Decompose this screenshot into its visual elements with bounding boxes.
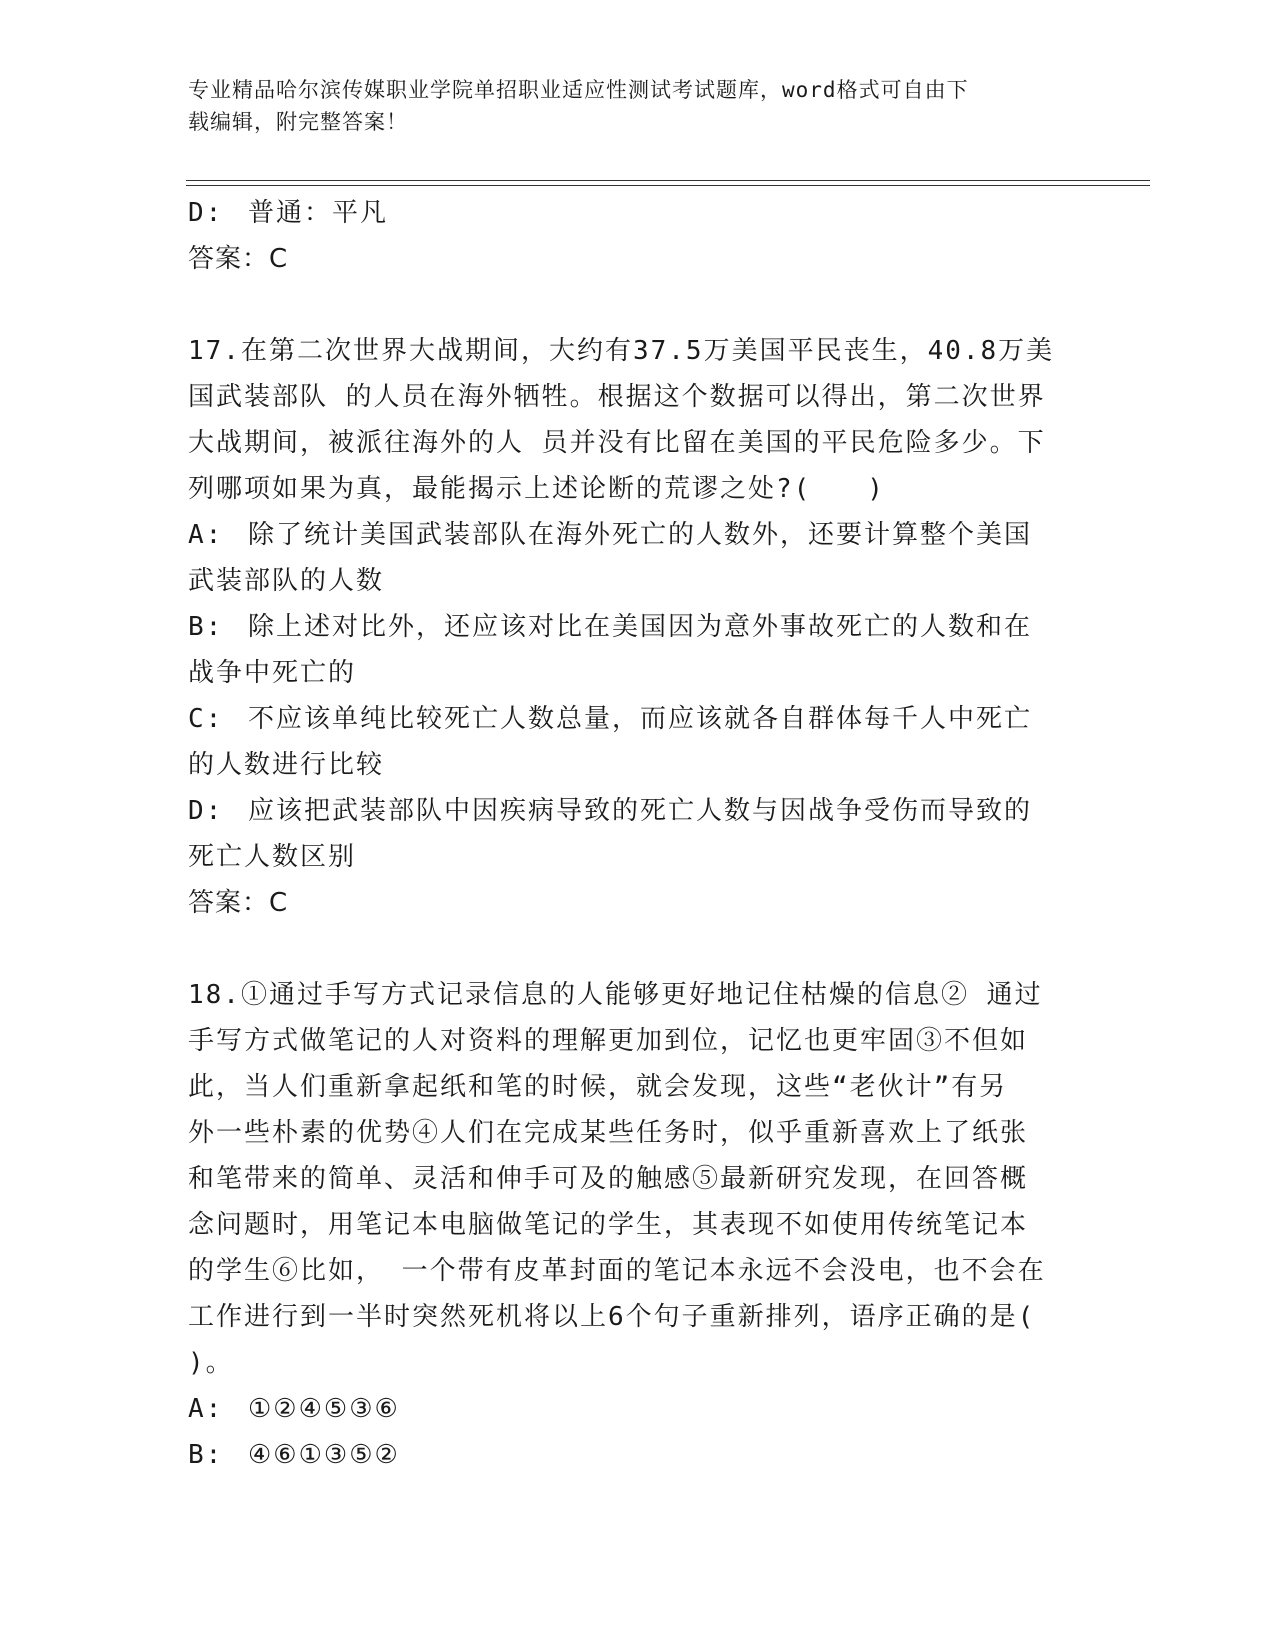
question-text-line: 工作进行到一半时突然死机将以上6个句子重新排列，语序正确的是( (188, 1302, 1036, 1332)
question-text-line: 的学生⑥比如， 一个带有皮革封面的笔记本永远不会没电，也不会在 (188, 1256, 1046, 1286)
option-a (188, 1386, 1078, 1432)
option-label: D: (188, 198, 224, 228)
header-rule-bottom (186, 185, 1150, 186)
question-text-line: 外一些朴素的优势④人们在完成某些任务时，似乎重新喜欢上了纸张 (188, 1118, 1029, 1148)
prev-option-d (188, 190, 1078, 236)
header-line-1: 专业精品哈尔滨传媒职业学院单招职业适应性测试考试题库，word格式可自由下 (188, 78, 969, 102)
option-label: B: (188, 612, 224, 642)
header-line-2: 载编辑，附完整答案！ (188, 110, 408, 134)
option-label: B: (188, 1440, 224, 1470)
option-c (188, 696, 1078, 788)
question-18 (188, 972, 1078, 1478)
option-text: 除上述对比外，还应该对比在美国因为意外事故死亡的人数和在 (248, 612, 1033, 642)
option-text: ④⑥①③⑤② (248, 1440, 400, 1470)
question-text-line: 18.①通过手写方式记录信息的人能够更好地记住枯燥的信息② 通过 (188, 980, 1043, 1010)
header-rule-top (186, 180, 1150, 181)
question-text-line: 和笔带来的简单、灵活和伸手可及的触感⑤最新研究发现，在回答概 (188, 1164, 1029, 1194)
option-text: 的人数进行比较 (188, 750, 385, 780)
question-text-line: 此，当人们重新拿起纸和笔的时候，就会发现，这些“老伙计”有另 (188, 1072, 1008, 1102)
document-header (188, 74, 1088, 138)
option-text: 除了统计美国武装部队在海外死亡的人数外，还要计算整个美国 (248, 520, 1033, 550)
option-b (188, 1432, 1078, 1478)
question-text-line: 国武装部队 的人员在海外牺牲。根据这个数据可以得出，第二次世界 (188, 382, 1046, 412)
option-label: A: (188, 520, 224, 550)
option-text: 应该把武装部队中因疾病导致的死亡人数与因战争受伤而导致的 (248, 796, 1033, 826)
option-text: 普通：平凡 (248, 198, 389, 228)
question-text-line: 大战期间，被派往海外的人 员并没有比留在美国的平民危险多少。下 (188, 428, 1046, 458)
option-b (188, 604, 1078, 696)
option-a (188, 512, 1078, 604)
question-text-line: 列哪项如果为真，最能揭示上述论断的荒谬之处?( ) (188, 474, 885, 504)
prev-answer: 答案：C (188, 244, 289, 274)
option-text: 战争中死亡的 (188, 658, 357, 688)
answer: 答案：C (188, 888, 289, 918)
question-text-line: 17.在第二次世界大战期间，大约有37.5万美国平民丧生，40.8万美 (188, 336, 1055, 366)
question-text-line: 手写方式做笔记的人对资料的理解更加到位，记忆也更牢固③不但如 (188, 1026, 1029, 1056)
option-text: 武装部队的人数 (188, 566, 385, 596)
option-text: 不应该单纯比较死亡人数总量，而应该就各自群体每千人中死亡 (248, 704, 1033, 734)
question-17 (188, 328, 1078, 926)
option-text: ①②④⑤③⑥ (248, 1394, 400, 1424)
option-text: 死亡人数区别 (188, 842, 357, 872)
option-d (188, 788, 1078, 880)
option-label: A: (188, 1394, 224, 1424)
question-text-line: 念问题时，用笔记本电脑做笔记的学生，其表现不如使用传统笔记本 (188, 1210, 1029, 1240)
option-label: C: (188, 704, 224, 734)
option-label: D: (188, 796, 224, 826)
question-text-line: )。 (188, 1348, 234, 1378)
document-body (188, 190, 1078, 1478)
